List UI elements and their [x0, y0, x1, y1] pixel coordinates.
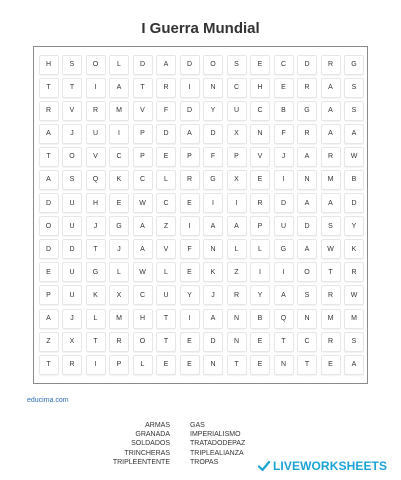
word-item: TRIPLEALIANZA: [190, 449, 244, 457]
grid-cell[interactable]: A: [321, 124, 341, 144]
grid-cell[interactable]: F: [180, 239, 200, 259]
grid-cell[interactable]: R: [109, 332, 129, 352]
grid-cell[interactable]: A: [133, 216, 153, 236]
brand-label: LIVEWORKSHEETS: [273, 459, 388, 473]
grid-cell[interactable]: E: [250, 355, 270, 375]
grid-cell[interactable]: T: [274, 332, 294, 352]
grid-cell[interactable]: O: [62, 147, 82, 167]
grid-cell[interactable]: S: [344, 101, 364, 121]
grid-cell[interactable]: O: [297, 262, 317, 282]
grid-cell[interactable]: U: [227, 101, 247, 121]
grid-cell[interactable]: Y: [250, 285, 270, 305]
grid-cell[interactable]: D: [274, 193, 294, 213]
grid-cell[interactable]: E: [109, 193, 129, 213]
grid-cell[interactable]: A: [274, 285, 294, 305]
grid-cell[interactable]: T: [156, 332, 176, 352]
grid-cell[interactable]: L: [250, 239, 270, 259]
grid-cell[interactable]: O: [133, 332, 153, 352]
grid-cell[interactable]: W: [133, 262, 153, 282]
grid-cell[interactable]: Z: [156, 216, 176, 236]
grid-cell[interactable]: H: [86, 193, 106, 213]
grid-cell[interactable]: R: [297, 124, 317, 144]
grid-cell[interactable]: R: [227, 285, 247, 305]
grid-cell[interactable]: R: [321, 55, 341, 75]
grid-cell[interactable]: C: [109, 147, 129, 167]
grid-cell[interactable]: G: [344, 55, 364, 75]
grid-cell[interactable]: A: [109, 78, 129, 98]
grid-cell[interactable]: T: [86, 332, 106, 352]
grid-cell[interactable]: D: [39, 193, 59, 213]
grid-cell[interactable]: J: [86, 216, 106, 236]
grid-cell[interactable]: M: [344, 309, 364, 329]
word-search-board: [33, 46, 368, 384]
grid-cell[interactable]: T: [62, 78, 82, 98]
grid-cell[interactable]: T: [39, 78, 59, 98]
word-item: GAS: [190, 422, 205, 429]
grid-cell[interactable]: N: [297, 170, 317, 190]
grid-cell[interactable]: D: [133, 55, 153, 75]
grid-cell[interactable]: X: [227, 170, 247, 190]
word-item: ARMAS: [145, 422, 170, 429]
grid-cell[interactable]: E: [250, 170, 270, 190]
grid-cell[interactable]: C: [227, 78, 247, 98]
grid-cell[interactable]: T: [156, 309, 176, 329]
grid-cell[interactable]: D: [39, 239, 59, 259]
grid-cell[interactable]: I: [227, 193, 247, 213]
grid-cell[interactable]: M: [109, 101, 129, 121]
grid-cell[interactable]: A: [297, 239, 317, 259]
page-title: I Guerra Mundial: [141, 20, 260, 37]
grid-cell[interactable]: I: [274, 170, 294, 190]
grid-cell[interactable]: S: [62, 55, 82, 75]
grid-cell[interactable]: R: [321, 332, 341, 352]
grid-cell[interactable]: A: [156, 55, 176, 75]
grid-cell[interactable]: A: [203, 309, 223, 329]
grid-cell[interactable]: R: [156, 78, 176, 98]
grid-cell[interactable]: S: [344, 78, 364, 98]
grid-cell[interactable]: H: [250, 78, 270, 98]
grid-cell[interactable]: J: [203, 285, 223, 305]
grid-cell[interactable]: V: [133, 101, 153, 121]
grid-cell[interactable]: R: [321, 147, 341, 167]
grid-cell[interactable]: H: [39, 55, 59, 75]
grid-cell[interactable]: K: [203, 262, 223, 282]
grid-cell[interactable]: Y: [344, 216, 364, 236]
grid-cell[interactable]: R: [321, 285, 341, 305]
word-item: TRINCHERAS: [124, 449, 170, 457]
grid-cell[interactable]: R: [180, 170, 200, 190]
grid-cell[interactable]: A: [203, 216, 223, 236]
word-item: IMPERIALISMO: [190, 431, 241, 439]
grid-cell[interactable]: R: [86, 101, 106, 121]
grid-cell[interactable]: L: [109, 55, 129, 75]
grid-cell[interactable]: N: [274, 355, 294, 375]
grid-cell[interactable]: M: [109, 309, 129, 329]
grid-cell[interactable]: I: [86, 78, 106, 98]
grid-cell[interactable]: B: [250, 309, 270, 329]
grid-cell[interactable]: T: [227, 355, 247, 375]
grid-cell[interactable]: U: [86, 124, 106, 144]
word-item: TROPAS: [190, 458, 219, 466]
grid-cell[interactable]: P: [39, 285, 59, 305]
grid-cell[interactable]: A: [39, 309, 59, 329]
grid-cell[interactable]: I: [250, 262, 270, 282]
grid-cell[interactable]: X: [109, 285, 129, 305]
source-link[interactable]: educima.com: [27, 397, 69, 404]
grid-cell[interactable]: K: [344, 239, 364, 259]
grid-cell[interactable]: C: [297, 332, 317, 352]
grid-cell[interactable]: A: [344, 355, 364, 375]
grid-cell[interactable]: L: [227, 239, 247, 259]
grid-cell[interactable]: D: [180, 55, 200, 75]
grid-cell[interactable]: B: [344, 170, 364, 190]
grid-cell[interactable]: E: [39, 262, 59, 282]
grid-cell[interactable]: P: [133, 147, 153, 167]
grid-cell[interactable]: P: [133, 124, 153, 144]
grid-cell[interactable]: I: [180, 78, 200, 98]
grid-cell[interactable]: P: [227, 147, 247, 167]
grid-cell[interactable]: E: [180, 332, 200, 352]
grid-cell[interactable]: O: [203, 55, 223, 75]
grid-cell[interactable]: A: [344, 124, 364, 144]
grid-cell[interactable]: J: [62, 124, 82, 144]
grid-cell[interactable]: N: [227, 332, 247, 352]
grid-cell[interactable]: I: [180, 309, 200, 329]
grid-cell[interactable]: A: [321, 78, 341, 98]
grid-cell[interactable]: L: [86, 309, 106, 329]
liveworksheets-brand[interactable]: [258, 459, 387, 473]
grid-cell[interactable]: T: [39, 355, 59, 375]
grid-cell[interactable]: S: [344, 332, 364, 352]
grid-cell[interactable]: W: [344, 285, 364, 305]
grid-cell[interactable]: Y: [180, 285, 200, 305]
grid-cell[interactable]: E: [321, 355, 341, 375]
grid-cell[interactable]: C: [250, 101, 270, 121]
grid-cell[interactable]: I: [109, 124, 129, 144]
grid-cell[interactable]: V: [156, 239, 176, 259]
grid-cell[interactable]: U: [62, 216, 82, 236]
grid-cell[interactable]: E: [156, 355, 176, 375]
grid-cell[interactable]: T: [321, 262, 341, 282]
grid-cell[interactable]: P: [180, 147, 200, 167]
grid-cell[interactable]: R: [297, 78, 317, 98]
grid-cell[interactable]: R: [39, 101, 59, 121]
grid-cell[interactable]: I: [86, 355, 106, 375]
letter-grid: [37, 53, 366, 376]
grid-cell[interactable]: F: [274, 124, 294, 144]
grid-cell[interactable]: A: [321, 101, 341, 121]
grid-cell[interactable]: G: [109, 216, 129, 236]
grid-cell[interactable]: V: [250, 147, 270, 167]
grid-cell[interactable]: U: [62, 285, 82, 305]
grid-cell[interactable]: D: [156, 124, 176, 144]
grid-cell[interactable]: E: [156, 147, 176, 167]
grid-cell[interactable]: I: [180, 216, 200, 236]
grid-cell[interactable]: T: [86, 239, 106, 259]
grid-cell[interactable]: N: [297, 309, 317, 329]
grid-cell[interactable]: D: [180, 101, 200, 121]
word-item: GRANADA: [135, 431, 170, 439]
grid-cell[interactable]: L: [109, 262, 129, 282]
grid-cell[interactable]: D: [203, 124, 223, 144]
grid-cell[interactable]: A: [227, 216, 247, 236]
grid-cell[interactable]: X: [227, 124, 247, 144]
word-item: TRATADODEPAZ: [190, 440, 246, 448]
grid-cell[interactable]: J: [109, 239, 129, 259]
grid-cell[interactable]: U: [156, 285, 176, 305]
grid-cell[interactable]: I: [274, 262, 294, 282]
grid-cell[interactable]: R: [250, 193, 270, 213]
grid-cell[interactable]: S: [227, 55, 247, 75]
grid-cell[interactable]: S: [62, 170, 82, 190]
grid-cell[interactable]: R: [344, 262, 364, 282]
grid-cell[interactable]: D: [203, 332, 223, 352]
grid-cell[interactable]: B: [274, 101, 294, 121]
grid-cell[interactable]: T: [39, 147, 59, 167]
grid-cell[interactable]: E: [274, 78, 294, 98]
grid-cell[interactable]: A: [133, 239, 153, 259]
grid-cell[interactable]: A: [297, 193, 317, 213]
grid-cell[interactable]: K: [86, 285, 106, 305]
grid-cell[interactable]: C: [133, 170, 153, 190]
grid-cell[interactable]: P: [250, 216, 270, 236]
grid-cell[interactable]: Q: [86, 170, 106, 190]
grid-cell[interactable]: Z: [39, 332, 59, 352]
grid-cell[interactable]: C: [133, 285, 153, 305]
grid-cell[interactable]: N: [203, 355, 223, 375]
grid-cell[interactable]: M: [321, 170, 341, 190]
grid-cell[interactable]: V: [62, 101, 82, 121]
grid-cell[interactable]: A: [180, 124, 200, 144]
grid-cell[interactable]: A: [39, 170, 59, 190]
grid-cell[interactable]: Z: [227, 262, 247, 282]
grid-cell[interactable]: D: [297, 216, 317, 236]
grid-cell[interactable]: C: [156, 193, 176, 213]
grid-cell[interactable]: G: [274, 239, 294, 259]
grid-cell[interactable]: M: [321, 309, 341, 329]
grid-cell[interactable]: O: [86, 55, 106, 75]
word-item: TRIPLEENTENTE: [112, 458, 170, 466]
grid-cell[interactable]: G: [86, 262, 106, 282]
grid-cell[interactable]: E: [180, 355, 200, 375]
grid-cell[interactable]: E: [180, 193, 200, 213]
grid-cell[interactable]: T: [297, 355, 317, 375]
grid-cell[interactable]: G: [203, 170, 223, 190]
grid-cell[interactable]: Y: [203, 101, 223, 121]
grid-cell[interactable]: D: [62, 239, 82, 259]
grid-cell[interactable]: G: [297, 101, 317, 121]
grid-cell[interactable]: O: [39, 216, 59, 236]
grid-cell[interactable]: Q: [274, 309, 294, 329]
grid-cell[interactable]: T: [133, 78, 153, 98]
grid-cell[interactable]: U: [62, 193, 82, 213]
grid-cell[interactable]: D: [344, 193, 364, 213]
grid-cell[interactable]: V: [86, 147, 106, 167]
grid-cell[interactable]: X: [62, 332, 82, 352]
grid-cell[interactable]: K: [109, 170, 129, 190]
grid-cell[interactable]: A: [39, 124, 59, 144]
grid-cell[interactable]: J: [62, 309, 82, 329]
grid-cell[interactable]: J: [274, 147, 294, 167]
word-list-left: [100, 421, 170, 467]
grid-cell[interactable]: R: [62, 355, 82, 375]
grid-cell[interactable]: W: [321, 239, 341, 259]
grid-cell[interactable]: D: [297, 55, 317, 75]
grid-cell[interactable]: W: [344, 147, 364, 167]
grid-cell[interactable]: U: [274, 216, 294, 236]
grid-cell[interactable]: A: [321, 193, 341, 213]
grid-cell[interactable]: C: [274, 55, 294, 75]
grid-cell[interactable]: L: [156, 262, 176, 282]
grid-cell[interactable]: E: [250, 55, 270, 75]
grid-cell[interactable]: F: [156, 101, 176, 121]
grid-cell[interactable]: N: [227, 309, 247, 329]
liveworksheets-logo-icon: [258, 460, 270, 472]
grid-cell[interactable]: S: [297, 285, 317, 305]
grid-cell[interactable]: N: [203, 239, 223, 259]
grid-cell[interactable]: H: [133, 309, 153, 329]
word-item: SOLDADOS: [131, 440, 170, 448]
grid-cell[interactable]: E: [180, 262, 200, 282]
grid-cell[interactable]: E: [250, 332, 270, 352]
grid-cell[interactable]: I: [203, 193, 223, 213]
grid-cell[interactable]: A: [297, 147, 317, 167]
grid-cell[interactable]: L: [133, 355, 153, 375]
grid-cell[interactable]: S: [321, 216, 341, 236]
grid-cell[interactable]: W: [133, 193, 153, 213]
grid-cell[interactable]: F: [203, 147, 223, 167]
grid-cell[interactable]: U: [62, 262, 82, 282]
grid-cell[interactable]: N: [203, 78, 223, 98]
grid-cell[interactable]: N: [250, 124, 270, 144]
grid-cell[interactable]: L: [156, 170, 176, 190]
grid-cell[interactable]: P: [109, 355, 129, 375]
